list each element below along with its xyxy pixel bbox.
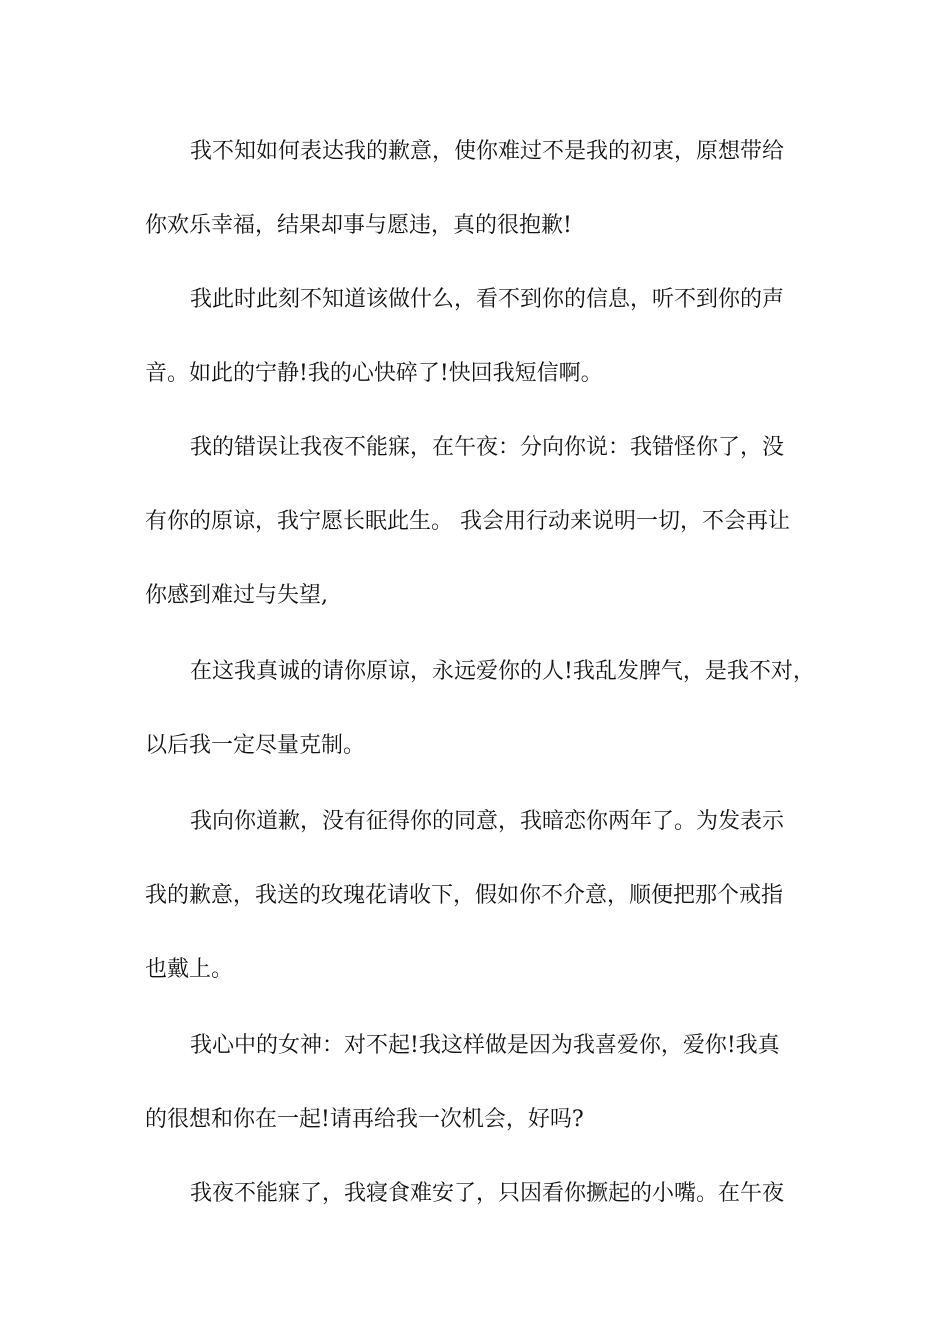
paragraph-5-line-1: 我向你道歉，没有征得你的同意，我暗恋你两年了。为发表示 — [190, 809, 785, 834]
paragraph-5-line-3: 也戴上。 — [145, 957, 234, 982]
paragraph-6-line-1: 我心中的女神：对不起!我这样做是因为我喜爱你，爱你!我真 — [190, 1033, 780, 1058]
paragraph-1-line-2: 你欢乐幸福，结果却事与愿违，真的很抱歉! — [145, 213, 572, 238]
paragraph-1-line-1: 我不知如何表达我的歉意，使你难过不是我的初衷，原想带给 — [190, 139, 785, 164]
paragraph-4-line-2: 以后我一定尽量克制。 — [145, 733, 366, 758]
paragraph-7-line-1: 我夜不能寐了，我寝食难安了，只因看你撅起的小嘴。在午夜 — [190, 1181, 785, 1206]
paragraph-5-line-2: 我的歉意，我送的玫瑰花请收下，假如你不介意，顺便把那个戒指 — [145, 883, 784, 908]
paragraph-3-line-1: 我的错误让我夜不能寐，在午夜：分向你说：我错怪你了，没 — [190, 435, 785, 460]
paragraph-2-line-2: 音。如此的宁静!我的心快碎了!快回我短信啊。 — [145, 361, 603, 386]
paragraph-2-line-1: 我此时此刻不知道该做什么，看不到你的信息，听不到你的声 — [190, 287, 785, 312]
paragraph-3-line-2: 有你的原谅，我宁愿长眠此生。 我会用行动来说明一切，不会再让 — [145, 509, 790, 534]
paragraph-4-line-1: 在这我真诚的请你原谅，永远爱你的人!我乱发脾气，是我不对， — [190, 659, 815, 684]
paragraph-3-line-3: 你感到难过与失望, — [145, 583, 328, 608]
paragraph-6-line-2: 的很想和你在一起!请再给我一次机会，好吗? — [145, 1107, 584, 1132]
